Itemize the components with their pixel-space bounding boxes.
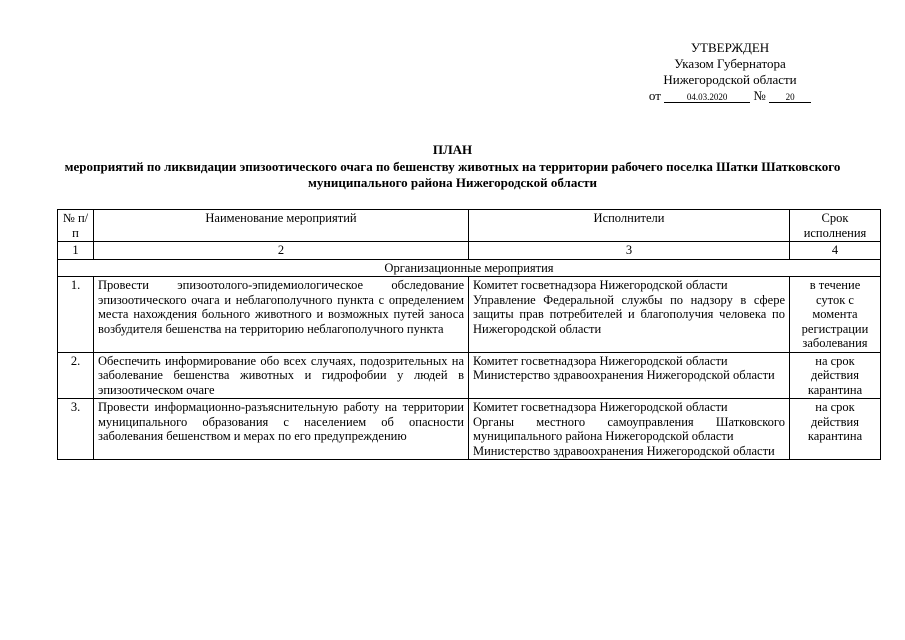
executor: Комитет госветнадзора Нижегородской области bbox=[473, 353, 728, 368]
row-executors bbox=[469, 277, 790, 353]
col-index: 4 bbox=[790, 242, 881, 260]
col-index: 3 bbox=[469, 242, 790, 260]
approval-number: 20 bbox=[769, 92, 811, 103]
row-action: Провести информационно-разъяснительную работу на территории муниципального образования с населением об опасности заболевания бешенством и мерах по его предупреждению bbox=[94, 399, 469, 460]
table-row bbox=[58, 277, 881, 353]
row-num: 1. bbox=[58, 277, 94, 353]
executor: Органы местного самоуправления Шатковского муниципального района Нижегородской области bbox=[473, 414, 785, 443]
row-action: Обеспечить информирование обо всех случаях, подозрительных на заболевание бешенства животных и гидрофобии у людей в эпизоотическом очаге bbox=[94, 352, 469, 399]
row-executors bbox=[469, 399, 790, 460]
plan-table bbox=[57, 209, 881, 460]
from-label: от bbox=[648, 88, 661, 103]
number-label: № bbox=[753, 88, 766, 103]
approval-date-line bbox=[630, 88, 830, 104]
approval-stamp bbox=[630, 40, 830, 104]
row-term: на срок действия карантина bbox=[790, 352, 881, 399]
header-num: № п/п bbox=[58, 210, 94, 242]
row-action: Провести эпизоотолого-эпидемиологическое обследование эпизоотического очага и неблагополучного пункта с определением места нахождения больного животного и возможных путей заноса возбудителя бешенства на территорию неблагополучного пункта bbox=[94, 277, 469, 353]
column-index-row bbox=[58, 242, 881, 260]
approval-title: УТВЕРЖДЕН bbox=[690, 40, 770, 55]
approval-date: 04.03.2020 bbox=[664, 92, 750, 103]
table-header-row bbox=[58, 210, 881, 242]
plan-heading: ПЛАН bbox=[432, 142, 473, 157]
section-title: Организационные мероприятия bbox=[58, 259, 881, 277]
executor: Министерство здравоохранения Нижегородской области bbox=[473, 443, 775, 458]
col-index: 2 bbox=[94, 242, 469, 260]
executor: Комитет госветнадзора Нижегородской области bbox=[473, 400, 728, 414]
table-row bbox=[58, 352, 881, 399]
header-term: Срок исполнения bbox=[790, 210, 881, 242]
row-num: 3. bbox=[58, 399, 94, 460]
executor: Министерство здравоохранения Нижегородской области bbox=[473, 368, 775, 382]
header-executors: Исполнители bbox=[469, 210, 790, 242]
header-action: Наименование мероприятий bbox=[94, 210, 469, 242]
row-term: на срок действия карантина bbox=[790, 399, 881, 460]
approval-by: Указом Губернатора bbox=[674, 56, 786, 71]
section-row bbox=[58, 259, 881, 277]
col-index: 1 bbox=[58, 242, 94, 260]
row-term: в течение суток с момента регистрации заболевания bbox=[790, 277, 881, 353]
row-num: 2. bbox=[58, 352, 94, 399]
table-row bbox=[58, 399, 881, 460]
row-executors bbox=[469, 352, 790, 399]
executor: Управление Федеральной службы по надзору в сфере защиты прав потребителей и благополучия человека по Нижегородской области bbox=[473, 292, 785, 336]
plan-subtitle: мероприятий по ликвидации эпизоотического очага по бешенству животных на территории рабочего поселка Шатки Шатковского муниципального района Нижегородской области bbox=[64, 159, 841, 190]
approval-region: Нижегородской области bbox=[663, 72, 797, 87]
executor: Комитет госветнадзора Нижегородской области bbox=[473, 278, 728, 292]
